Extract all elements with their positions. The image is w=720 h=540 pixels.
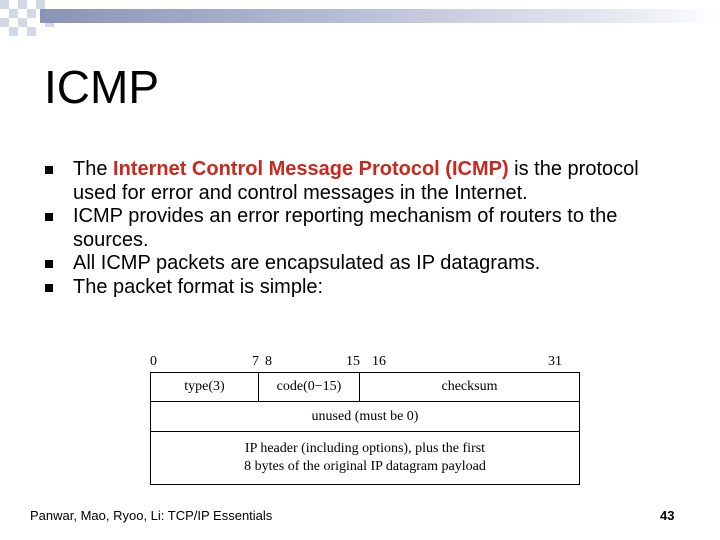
bullet-list [45,158,685,299]
bit-label: 31 [548,354,562,369]
unused-field: unused (must be 0) [311,408,419,424]
header-gradient-bar [40,9,720,23]
bullet-text: All ICMP packets are encapsulated as IP datagrams. [73,252,541,274]
bullet-square-icon [45,260,53,268]
bit-position-row [150,354,580,372]
bullet-square-icon [45,166,53,174]
icmp-packet-diagram [150,354,580,485]
packet-row-payload [151,432,579,484]
packet-format-table [150,372,580,485]
bit-label: 7 [252,354,259,369]
footer-authors: Panwar, Mao, Ryoo, Li: TCP/IP Essentials [30,508,273,523]
bullet-item [45,276,685,300]
bullet-square-icon [45,213,53,221]
bullet-text: ICMP provides an error reporting mechanism of routers to the sources. [73,205,618,251]
bullet-square-icon [45,284,53,292]
payload-line: 8 bytes of the original IP datagram payload [244,459,486,474]
payload-line: IP header (including options), plus the first [244,441,486,456]
bit-label: 15 [346,354,360,369]
bullet-item [45,252,685,276]
bullet-item [45,205,685,252]
code-field: code(0−15) [258,373,359,401]
page-number: 43 [660,508,675,523]
bullet-item [45,158,685,205]
checksum-field: checksum [359,373,579,401]
bit-label: 0 [150,354,157,369]
packet-row-header [151,373,579,402]
type-field: type(3) [184,379,225,394]
payload-field [151,432,579,484]
bit-label: 8 [265,354,272,369]
slide-title: ICMP [44,61,159,113]
bullet-text-post: is the protocol used for error and control messages in the Internet. [73,158,639,204]
bullet-text: The packet format is simple: [73,275,324,298]
packet-row-unused [151,402,579,432]
bit-label: 16 [372,354,386,369]
bullet-highlight: Internet Control Message Protocol (ICMP) [113,158,509,180]
bullet-text-pre: The [73,158,114,180]
